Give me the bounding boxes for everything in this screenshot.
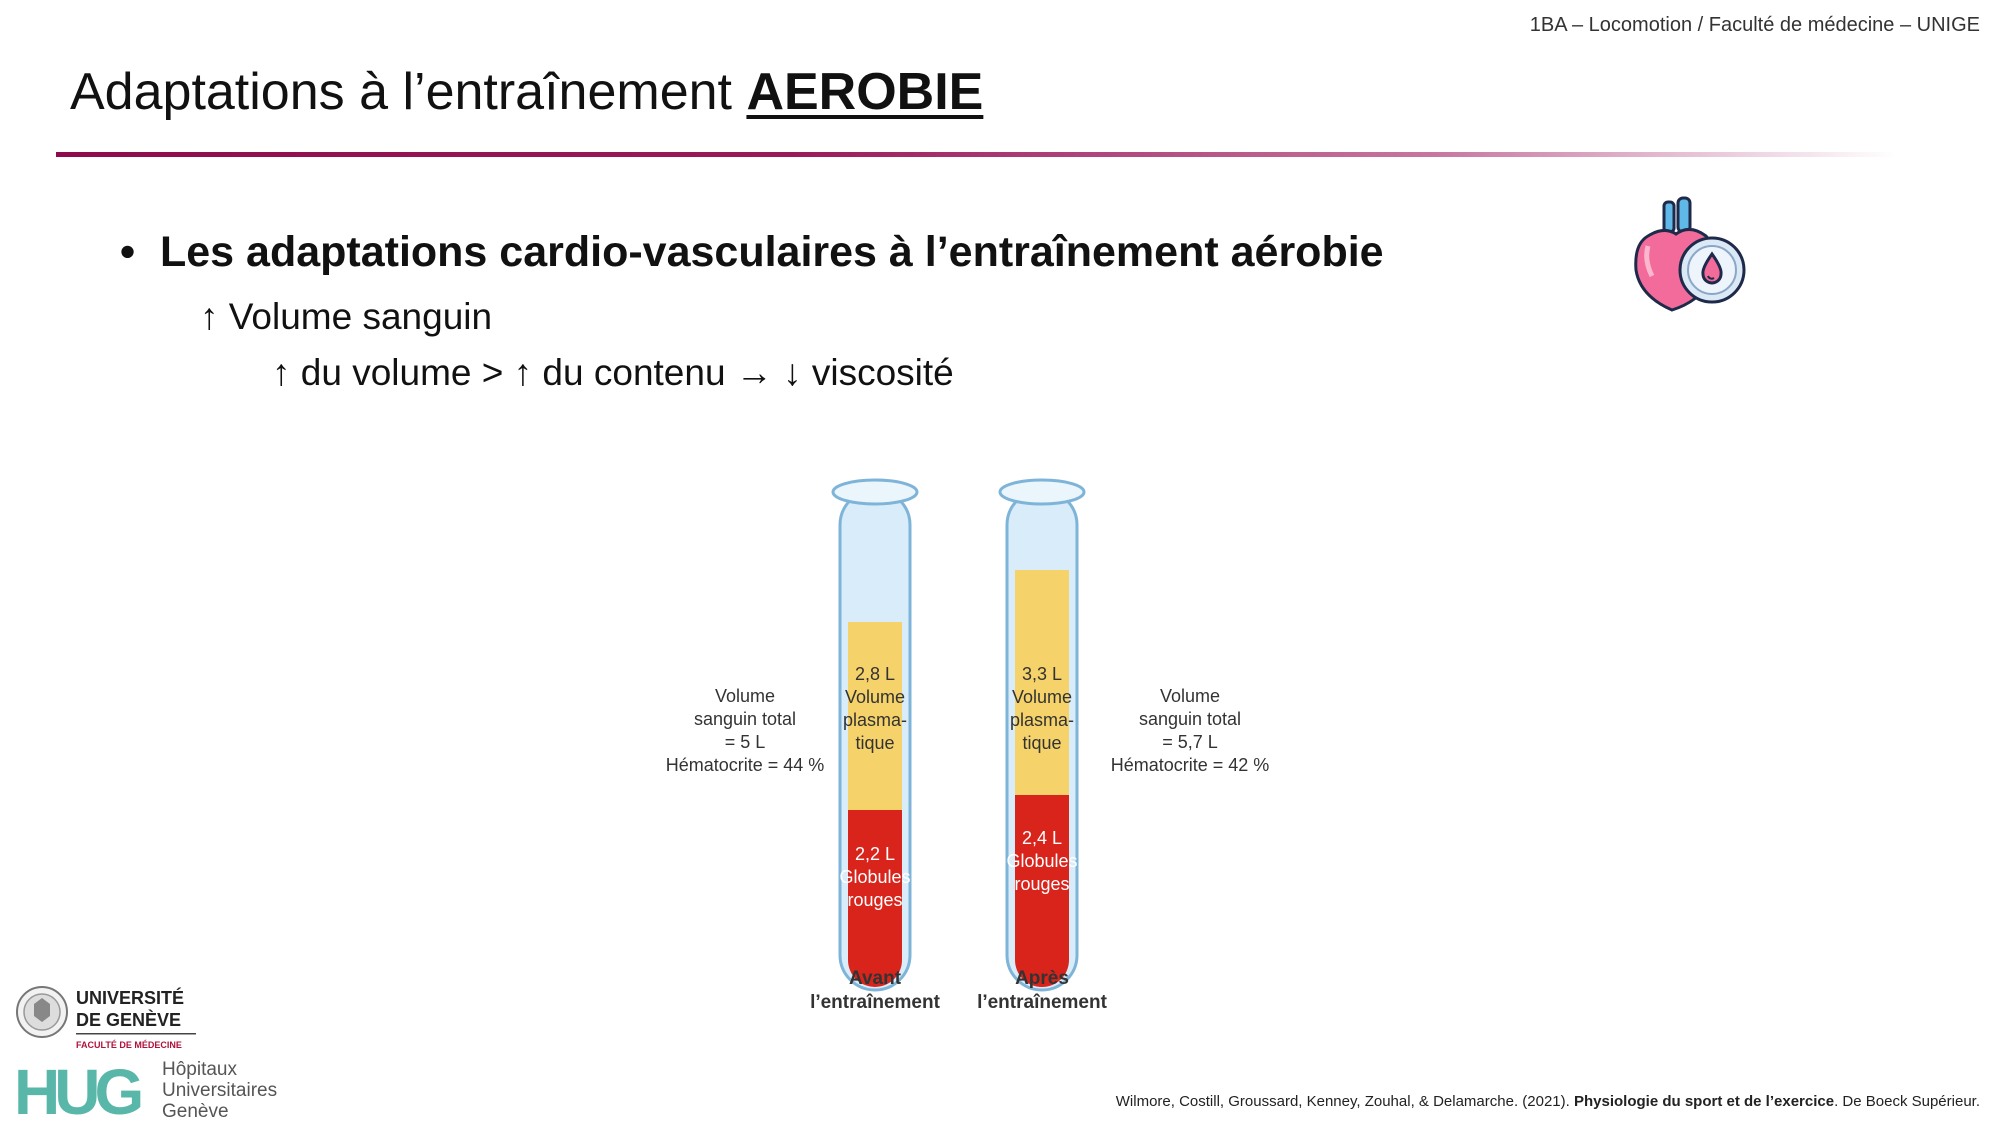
before-plasma-l2: Volume bbox=[844, 687, 906, 707]
course-header: 1BA – Locomotion / Faculté de médecine – UNIGE bbox=[1529, 14, 1980, 36]
after-cells-l3: rouges bbox=[1014, 874, 1070, 894]
after-total-l1: Volume bbox=[1159, 686, 1221, 706]
heart-circulation-icon bbox=[1628, 196, 1748, 316]
sub-bullet-blood-volume: ↑ Volume sanguin bbox=[200, 296, 493, 337]
unige-faculty: FACULTÉ DE MÉDECINE bbox=[76, 1040, 182, 1050]
after-caption-l2: l’entraînement bbox=[977, 992, 1107, 1013]
after-caption-l1: Après bbox=[1015, 968, 1069, 989]
unige-line2: DE GENÈVE bbox=[76, 1010, 182, 1030]
before-caption-l2: l’entraînement bbox=[810, 992, 940, 1013]
bullet-text: Les adaptations cardio-vasculaires à l’entraînement aérobie bbox=[160, 228, 1384, 276]
hug-logo bbox=[14, 1058, 284, 1120]
citation bbox=[1116, 1093, 1980, 1110]
before-plasma-l3: plasma- bbox=[842, 710, 908, 730]
title-plain: Adaptations à l’entraînement bbox=[70, 63, 747, 121]
after-plasma-l2: Volume bbox=[1011, 687, 1073, 707]
before-hematocrit: Hématocrite = 44 % bbox=[665, 755, 825, 775]
bullet-dot: • bbox=[120, 228, 136, 276]
before-total-l3: = 5 L bbox=[724, 732, 766, 752]
sub-bullet-viscosity: ↑ du volume > ↑ du contenu → ↓ viscosité bbox=[272, 352, 954, 393]
before-total-l2: sanguin total bbox=[693, 709, 797, 729]
after-total-l3: = 5,7 L bbox=[1162, 732, 1218, 752]
after-cells-l2: Globules bbox=[1006, 851, 1078, 871]
citation-authors: Wilmore, Costill, Groussard, Kenney, Zouhal, & Delamarche. (2021). bbox=[1115, 1093, 1574, 1110]
title-strong: AEROBIE bbox=[746, 63, 984, 121]
before-caption-l1: Avant bbox=[848, 968, 902, 989]
after-plasma-l1: 3,3 L bbox=[1021, 664, 1063, 684]
hug-mark: HUG bbox=[14, 1058, 139, 1120]
before-plasma-l4: tique bbox=[855, 733, 895, 753]
blood-volume-figure bbox=[650, 470, 1300, 1030]
after-plasma-l4: tique bbox=[1022, 733, 1062, 753]
hug-line3: Genève bbox=[162, 1101, 229, 1120]
before-plasma-l1: 2,8 L bbox=[854, 664, 896, 684]
before-cells-l2: Globules bbox=[839, 867, 911, 887]
after-total-l2: sanguin total bbox=[1138, 709, 1242, 729]
hug-line2: Universitaires bbox=[162, 1080, 278, 1101]
unige-line1: UNIVERSITÉ bbox=[76, 988, 185, 1008]
unige-logo bbox=[14, 982, 204, 1054]
citation-publisher: . De Boeck Supérieur. bbox=[1834, 1093, 1980, 1110]
before-cells-l1: 2,2 L bbox=[854, 844, 896, 864]
before-cells-l3: rouges bbox=[847, 890, 903, 910]
citation-book: Physiologie du sport et de l’exercice bbox=[1573, 1093, 1835, 1110]
hug-line1: Hôpitaux bbox=[162, 1059, 237, 1080]
bullet-main bbox=[120, 228, 1384, 277]
before-total-l1: Volume bbox=[714, 686, 776, 706]
title-divider bbox=[56, 152, 1896, 157]
after-cells-l1: 2,4 L bbox=[1021, 828, 1063, 848]
after-hematocrit: Hématocrite = 42 % bbox=[1110, 755, 1270, 775]
after-plasma-l3: plasma- bbox=[1009, 710, 1075, 730]
slide-title bbox=[70, 62, 983, 122]
